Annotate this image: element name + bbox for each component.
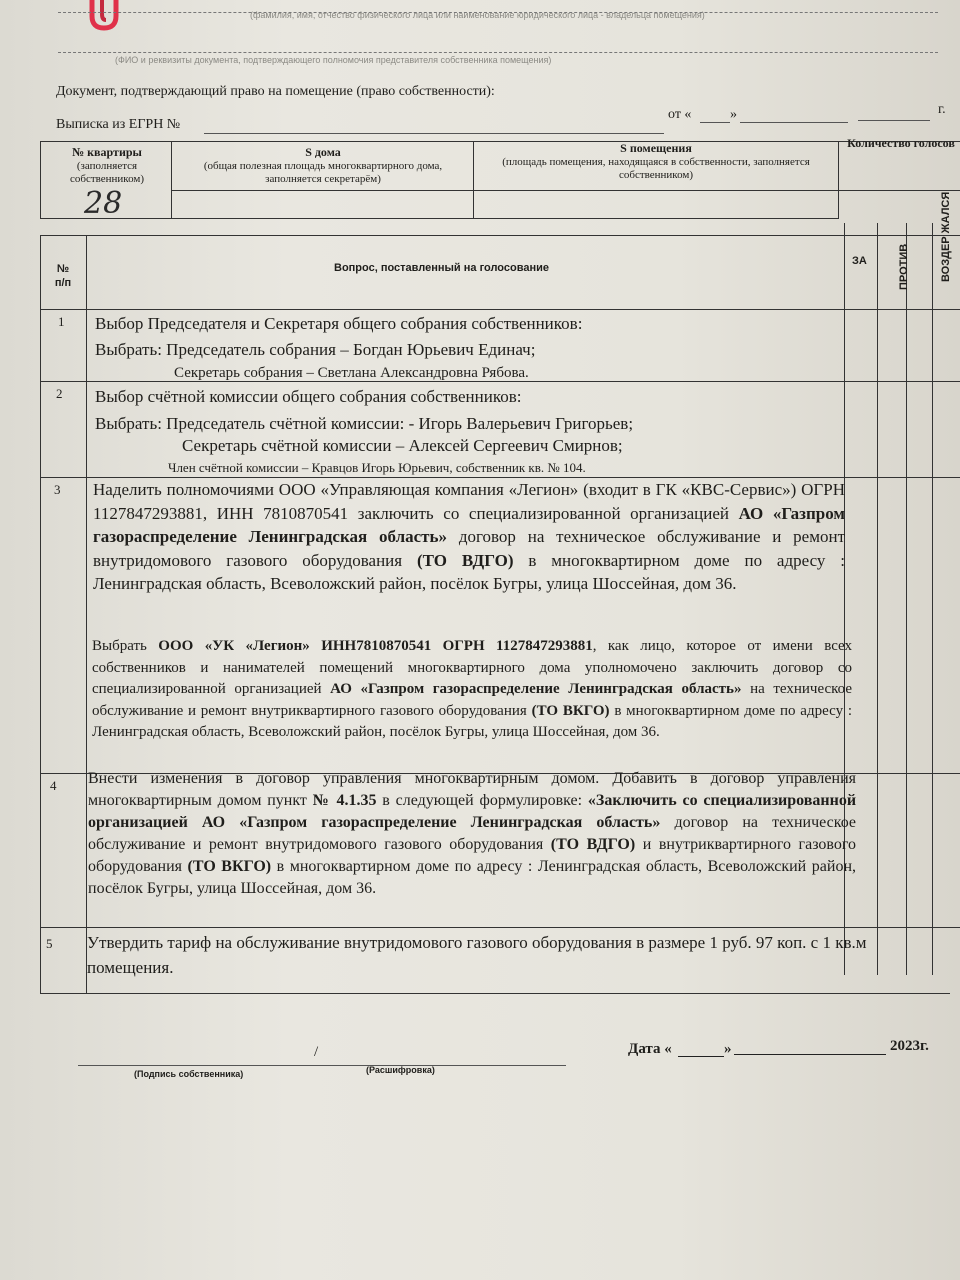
vote-head-against: ПРОТИВ [898, 243, 910, 290]
paper-clip-icon [84, 0, 130, 34]
row-2-chairman: Выбрать: Председатель счётной комиссии: - Игорь Валерьевич Григорьев; [95, 414, 634, 433]
row-4-num: 4 [50, 778, 57, 793]
area-col-votes: Количество голосов [847, 136, 955, 150]
representative-hint: (ФИО и реквизиты документа, подтверждающего полномочия представителя собственника помещения) [115, 55, 552, 65]
row-2-num: 2 [56, 386, 63, 401]
vote-against-cell-1[interactable] [878, 310, 907, 382]
egrn-from-label: от « [668, 107, 692, 122]
row-1-title: Выбор Председателя и Секретаря общего собрания собственников: [95, 314, 583, 333]
row-5-num: 5 [46, 936, 53, 951]
vote-head-abstain: ВОЗДЕР ЖАЛСЯ [940, 191, 952, 282]
area-col-premises: S помещения (площадь помещения, находящаяся в собственности, заполняется собственником) [502, 141, 810, 181]
egrn-year-field[interactable] [858, 120, 930, 121]
signature-line[interactable] [78, 1065, 566, 1066]
row-1-num: 1 [58, 314, 65, 329]
egrn-label: Выписка из ЕГРН № [56, 117, 181, 132]
vote-abstain-cell-1[interactable] [907, 310, 933, 382]
vote-head-for: ЗА [852, 255, 867, 267]
date-day-field[interactable] [678, 1056, 724, 1057]
apartment-number-handwritten: 28 [84, 186, 123, 221]
row-1-secretary: Секретарь собрания – Светлана Александровна Рябова. [174, 365, 529, 381]
signature-label: (Подпись собственника) [134, 1069, 244, 1079]
egrn-year-suffix: г. [938, 102, 946, 117]
row-2-title: Выбор счётной комиссии общего собрания собственников: [95, 387, 522, 406]
area-table [40, 141, 839, 219]
row-3-paragraph-2: Выбрать ООО «УК «Легион» ИНН7810870541 ОГРН 1127847293881, как лицо, которое от имени всех собственников и нанимателей помещений многоквартирного дома уполномочено заключить договор со специализированной организацией АО «Газпром газораспределение Ленинградская область» на техническое обслуживание и ремонт внутриквартирного газового оборудования (ТО ВКГО) в многоквартирном доме по адресу : Ленинградская область, Всеволожский район, посёлок Бугры, улица Шоссейная, дом 36. [92, 638, 853, 741]
vote-head-question: Вопрос, поставленный на голосование [334, 262, 549, 274]
row-5-text: Утвердить тариф на обслуживание внутридомового газового оборудования в размере 1 руб. 97 коп. с 1 кв.м помещения. [87, 933, 867, 977]
area-col-house: S дома (общая полезная площадь многоквартирного дома, заполняется секретарём) [203, 145, 443, 185]
row-3-num: 3 [54, 482, 61, 497]
row-2-member: Член счётной комиссии – Кравцов Игорь Юрьевич, собственник кв. № 104. [168, 460, 586, 475]
egrn-number-field[interactable] [204, 133, 664, 134]
decode-label: (Расшифровка) [366, 1065, 435, 1075]
vote-for-cell-1[interactable] [845, 310, 878, 382]
row-3-paragraph-1: Наделить полномочиями ООО «Управляющая компания «Легион» (входит в ГК «КВС-Сервис») ОГРН 1127847293881, ИНН 7810870541 заключить со специализированной организацией АО «Газпром газораспределение Ленинградская область» договор на техническое обслуживание и ремонт внутридомового газового оборудования (ТО ВДГО) в многоквартирном доме по адресу : Ленинградская область, Всеволожский район, посёлок Бугры, улица Шоссейная, дом 36. [93, 480, 846, 593]
egrn-day-field[interactable] [700, 122, 730, 123]
representative-line [58, 52, 938, 53]
area-col-apartment: № квартиры (заполняется собственником) [69, 145, 145, 185]
ownership-doc-label: Документ, подтверждающий право на помещение (право собственности): [56, 84, 495, 99]
owner-hint: (фамилия, имя, отчество физического лица или наименование юридического лица - владельца помещения) [250, 10, 705, 20]
row-1-chairman: Выбрать: Председатель собрания – Богдан Юрьевич Единач; [95, 340, 536, 359]
row-4-text: Внести изменения в договор управления многоквартирным домом. Добавить в договор управления многоквартирным домом пункт № 4.1.35 в следующей формулировке: «Заключить со специализированной организацией АО «Газпром газораспределение Ленинградская область» договор на техническое обслуживание и ремонт внутридомового газового оборудования (ТО ВДГО) и внутриквартирного газового оборудования (ТО ВКГО) в многоквартирном доме по адресу : Ленинградская область, Всеволожский район, посёлок Бугры, улица Шоссейная, дом 36. [88, 770, 857, 897]
date-label: Дата « [628, 1041, 672, 1057]
date-month-field[interactable] [734, 1054, 886, 1055]
row-2-secretary: Секретарь счётной комиссии – Алексей Сергеевич Смирнов; [182, 436, 623, 455]
egrn-month-field[interactable] [740, 122, 848, 123]
date-year: 2023г. [890, 1038, 929, 1054]
signature-slash: / [314, 1044, 319, 1060]
vote-head-num: № п/п [54, 263, 72, 289]
